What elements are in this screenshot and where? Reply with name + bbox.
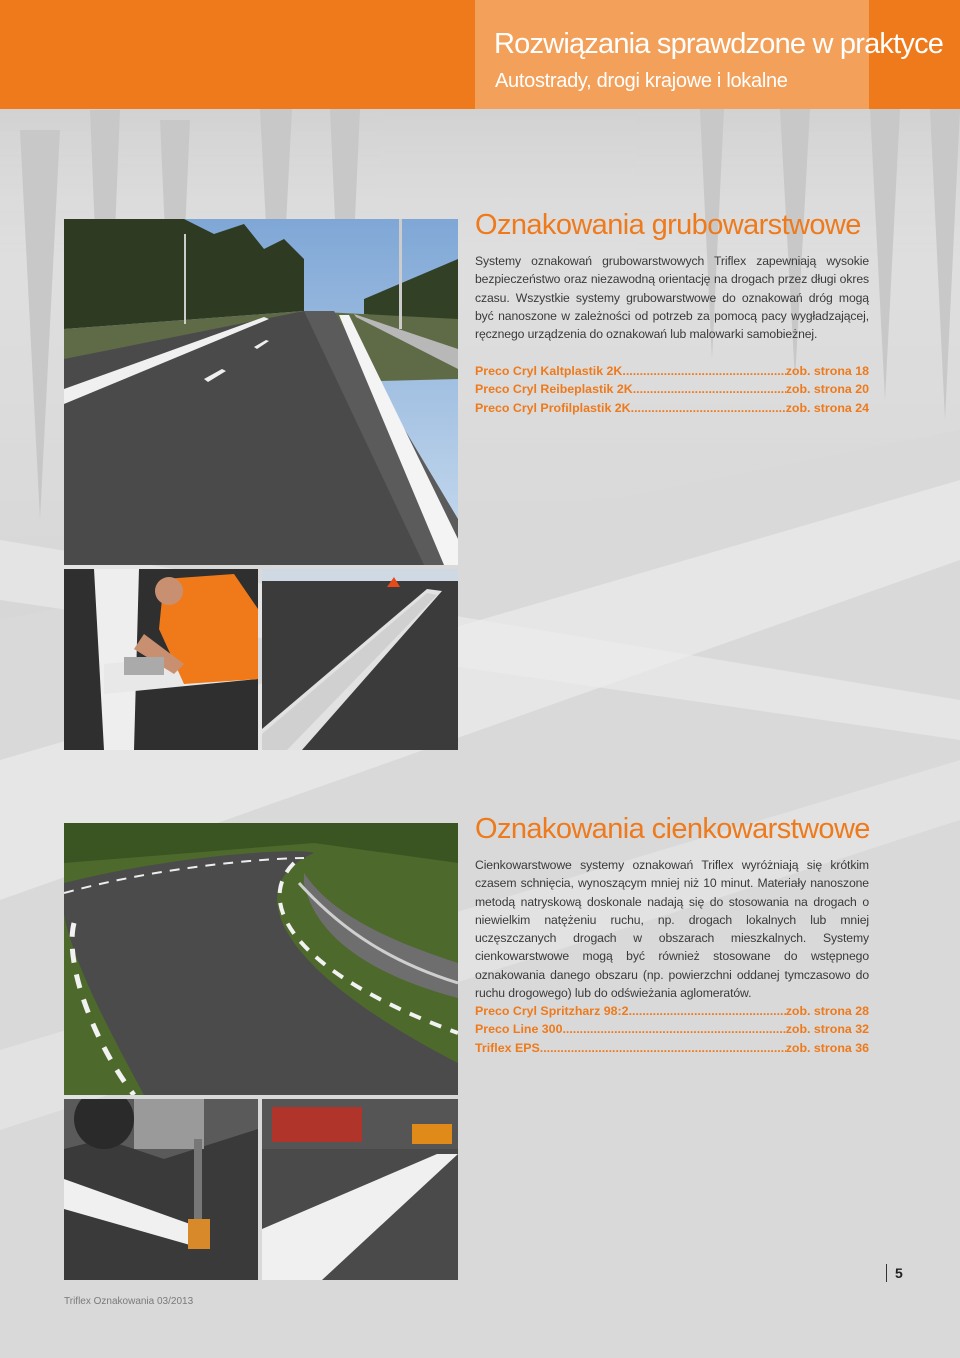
product-ref[interactable]: Preco Cryl Spritzharz 98:2 ..... zob. strona 28 (475, 1002, 869, 1020)
photo-highway (64, 219, 458, 565)
page-subtitle: Autostrady, drogi krajowe i lokalne (495, 70, 788, 92)
product-ref[interactable]: Preco Cryl Profilplastik 2K ..... zob. strona 24 (475, 399, 869, 417)
product-ref[interactable]: Preco Cryl Reibeplastik 2K ..... zob. strona 20 (475, 380, 869, 398)
product-ref[interactable]: Preco Cryl Kaltplastik 2K ..... zob. strona 18 (475, 362, 869, 380)
product-ref[interactable]: Preco Line 300 ..... zob. strona 32 (475, 1020, 869, 1038)
page-title: Rozwiązania sprawdzone w praktyce (494, 28, 944, 60)
section-title-thin: Oznakowania cienkowarstwowe (475, 813, 870, 845)
photo-curving-road (64, 823, 458, 1095)
product-refs-thin (475, 1002, 869, 1057)
section-title-thick: Oznakowania grubowarstwowe (475, 209, 861, 241)
product-ref[interactable]: Triflex EPS ..... zob. strona 36 (475, 1039, 869, 1057)
photo-worker-applying (64, 569, 258, 750)
photo-textured-line (262, 569, 458, 750)
page-number: 5 (886, 1264, 903, 1282)
product-refs-thick (475, 362, 869, 417)
footer-publication: Triflex Oznakowania 03/2013 (64, 1296, 194, 1307)
section-text-thick: Systemy oznakowań grubowarstwowych Triflex zapewniają wysokie bezpieczeństwo oraz niezawodną orientację na drogach przez długi okres czasu. Wszystkie systemy grubowarstwowe do oznakowań dróg mogą być nanoszone w zależności od potrzeb za pomocą pacy wygładzającej, ręcznego urządzenia do oznakowań lub malowarki samobieżnej. (475, 254, 869, 342)
photo-spray-machine (64, 1099, 258, 1280)
section-text-thin: Cienkowarstwowe systemy oznakowań Triflex wyróżniają się krótkim czasem schnięcia, wynoszącym mniej niż 10 minut. Materiały nanoszone metodą natryskową doskonale nadają się do stosowania na drogach o niewielkim natężeniu ruchu, np. drogach lokalnych lub mniej uczęszczanych drogach w obszarach mieszkalnych. Systemy cienkowarstwowe mogą być również stosowane do wstępnego oznakowania danego obszaru (np. powierzchni oddanej tymczasowo do ruchu drogowego) lub do odświeżania aglomeratów. (475, 858, 869, 1001)
photo-fresh-thin-marking (262, 1099, 458, 1280)
